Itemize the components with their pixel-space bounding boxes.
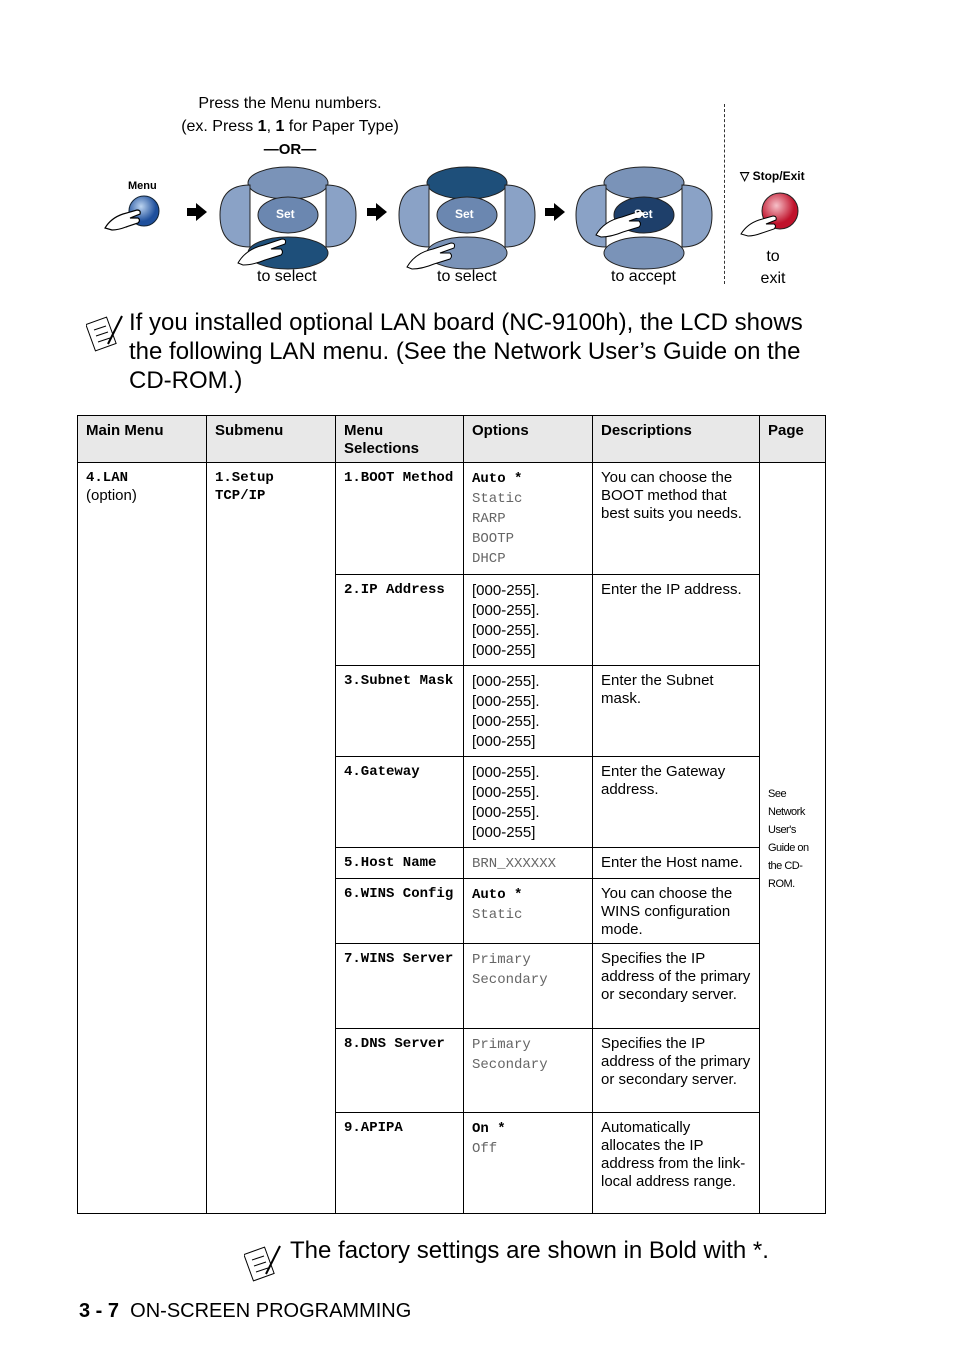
menu-selection-cell (336, 463, 464, 575)
description: Enter the Host name. (601, 854, 743, 871)
options-cell (464, 848, 593, 879)
page-number: 3 - 7 (79, 1300, 120, 1322)
description-cell (593, 848, 760, 879)
nav-pad-3 (574, 163, 714, 271)
description-cell (593, 1029, 760, 1113)
header-main-menu: Main Menu (78, 416, 207, 463)
option: Secondary (472, 972, 548, 988)
note-lan-board: If you installed optional LAN board (NC-9100h), the LCD shows the following LAN menu. (See the Network User’s Guide on the CD-ROM.) (129, 309, 803, 394)
options-cell (464, 575, 593, 666)
menu-selection-cell (336, 757, 464, 848)
header-page: Page (760, 416, 826, 463)
header-options: Options (464, 416, 593, 463)
menu-selection-cell (336, 575, 464, 666)
description-cell (593, 666, 760, 757)
option: BOOTP (472, 531, 515, 547)
option: Primary (472, 952, 531, 968)
menu-selection: 1.BOOT Method (344, 470, 454, 486)
section-title: ON-SCREEN PROGRAMMING (130, 1300, 412, 1322)
note-icon (86, 312, 124, 352)
menu-selection: 2.IP Address (344, 582, 445, 598)
description-cell (593, 944, 760, 1029)
description-cell (593, 463, 760, 575)
menu-selection-cell (336, 879, 464, 944)
step-label-exit: to exit (760, 248, 786, 287)
menu-selection-cell (336, 666, 464, 757)
description: Enter the Gateway address. (601, 763, 726, 798)
description: Specifies the IP address of the primary or secondary server. (601, 1035, 751, 1088)
note-icon (244, 1242, 282, 1282)
menu-selection-cell (336, 944, 464, 1029)
description: You can choose the WINS configuration mode. (601, 885, 733, 938)
option: DHCP (472, 551, 506, 567)
menu-button-label: Menu (128, 180, 157, 192)
menu-button-illustration (100, 178, 170, 243)
main-menu-note: (option) (86, 487, 137, 504)
set-button-label: Set (455, 207, 474, 221)
note-factory-settings: The factory settings are shown in Bold with *. (290, 1237, 769, 1264)
menu-selection-cell (336, 1113, 464, 1214)
ip-option: [000-255] (472, 824, 536, 841)
options-cell (464, 944, 593, 1029)
description: Specifies the IP address of the primary or secondary server. (601, 950, 751, 1003)
ip-option: [000-255] (472, 733, 536, 750)
main-menu-cell (78, 463, 207, 1214)
page-reference: See Network User's Guide on the CD-ROM. (768, 788, 809, 890)
ip-option: [000-255]. (472, 764, 540, 781)
description-cell (593, 1113, 760, 1214)
step-label-accept: to accept (611, 268, 676, 285)
table-header-row (78, 416, 826, 463)
main-menu-code: 4.LAN (86, 470, 129, 486)
ip-option: [000-255]. (472, 602, 540, 619)
step-label-select: to select (257, 268, 317, 285)
set-button-label: Set (634, 207, 653, 221)
description-cell (593, 757, 760, 848)
ip-option: [000-255]. (472, 713, 540, 730)
option: Primary (472, 1037, 531, 1053)
lan-menu-table (77, 415, 826, 1214)
description: Enter the Subnet mask. (601, 672, 714, 707)
option: Static (472, 907, 523, 923)
options-cell (464, 879, 593, 944)
ip-option: [000-255] (472, 642, 536, 659)
default-option: On * (472, 1121, 506, 1137)
menu-selection-cell (336, 848, 464, 879)
header-submenu: Submenu (207, 416, 336, 463)
stop-exit-illustration (738, 166, 848, 246)
ip-option: [000-255]. (472, 622, 540, 639)
page-cell (760, 463, 826, 1214)
options-cell (464, 463, 593, 575)
ip-option: [000-255]. (472, 804, 540, 821)
ip-option: [000-255]. (472, 673, 540, 690)
stop-button-icon (738, 186, 808, 246)
option: Secondary (472, 1057, 548, 1073)
menu-selection-cell (336, 1029, 464, 1113)
description-cell (593, 575, 760, 666)
description: You can choose the BOOT method that best suits you needs. (601, 469, 742, 522)
option: Static (472, 491, 523, 507)
default-option: Auto * (472, 471, 523, 487)
ip-option: [000-255]. (472, 582, 540, 599)
menu-selection: 6.WINS Config (344, 886, 454, 902)
header-descriptions: Descriptions (593, 416, 760, 463)
set-button-label: Set (276, 207, 295, 221)
nav-pad-1 (218, 163, 358, 271)
options-cell (464, 1113, 593, 1214)
ip-option: [000-255]. (472, 693, 540, 710)
menu-selection: 3.Subnet Mask (344, 673, 454, 689)
menu-selection: 9.APIPA (344, 1120, 403, 1136)
option: Off (472, 1141, 498, 1157)
options-cell (464, 757, 593, 848)
table-row (78, 463, 826, 575)
submenu-code: 1.Setup TCP/IP (215, 470, 274, 504)
options-cell (464, 666, 593, 757)
stop-exit-label: ▽ Stop/Exit (740, 169, 805, 183)
or-separator: —OR— (263, 141, 317, 158)
menu-selection: 5.Host Name (344, 855, 437, 871)
ip-option: [000-255]. (472, 784, 540, 801)
instruction-line1: Press the Menu numbers. (198, 95, 382, 112)
page-footer (79, 1300, 411, 1323)
arrow-right-icon (186, 202, 208, 222)
submenu-cell (207, 463, 336, 1214)
description: Automatically allocates the IP address from the link-local address range. (601, 1119, 746, 1190)
menu-selection: 7.WINS Server (344, 951, 454, 967)
instruction-text (150, 92, 430, 161)
step-label-select: to select (437, 268, 497, 285)
arrow-right-icon (366, 202, 388, 222)
arrow-right-icon (544, 202, 566, 222)
description-cell (593, 879, 760, 944)
option: BRN_XXXXXX (472, 856, 557, 872)
default-option: Auto * (472, 887, 523, 903)
menu-selection: 4.Gateway (344, 764, 420, 780)
option: RARP (472, 511, 506, 527)
header-menu-selections: Menu Selections (336, 416, 464, 463)
menu-selection: 8.DNS Server (344, 1036, 445, 1052)
description: Enter the IP address. (601, 581, 742, 598)
divider (724, 104, 725, 284)
instruction-line2: (ex. Press 1, 1 for Paper Type) (181, 118, 399, 135)
stop-icon: ▽ (740, 169, 750, 183)
nav-pad-2 (397, 163, 537, 271)
options-cell (464, 1029, 593, 1113)
